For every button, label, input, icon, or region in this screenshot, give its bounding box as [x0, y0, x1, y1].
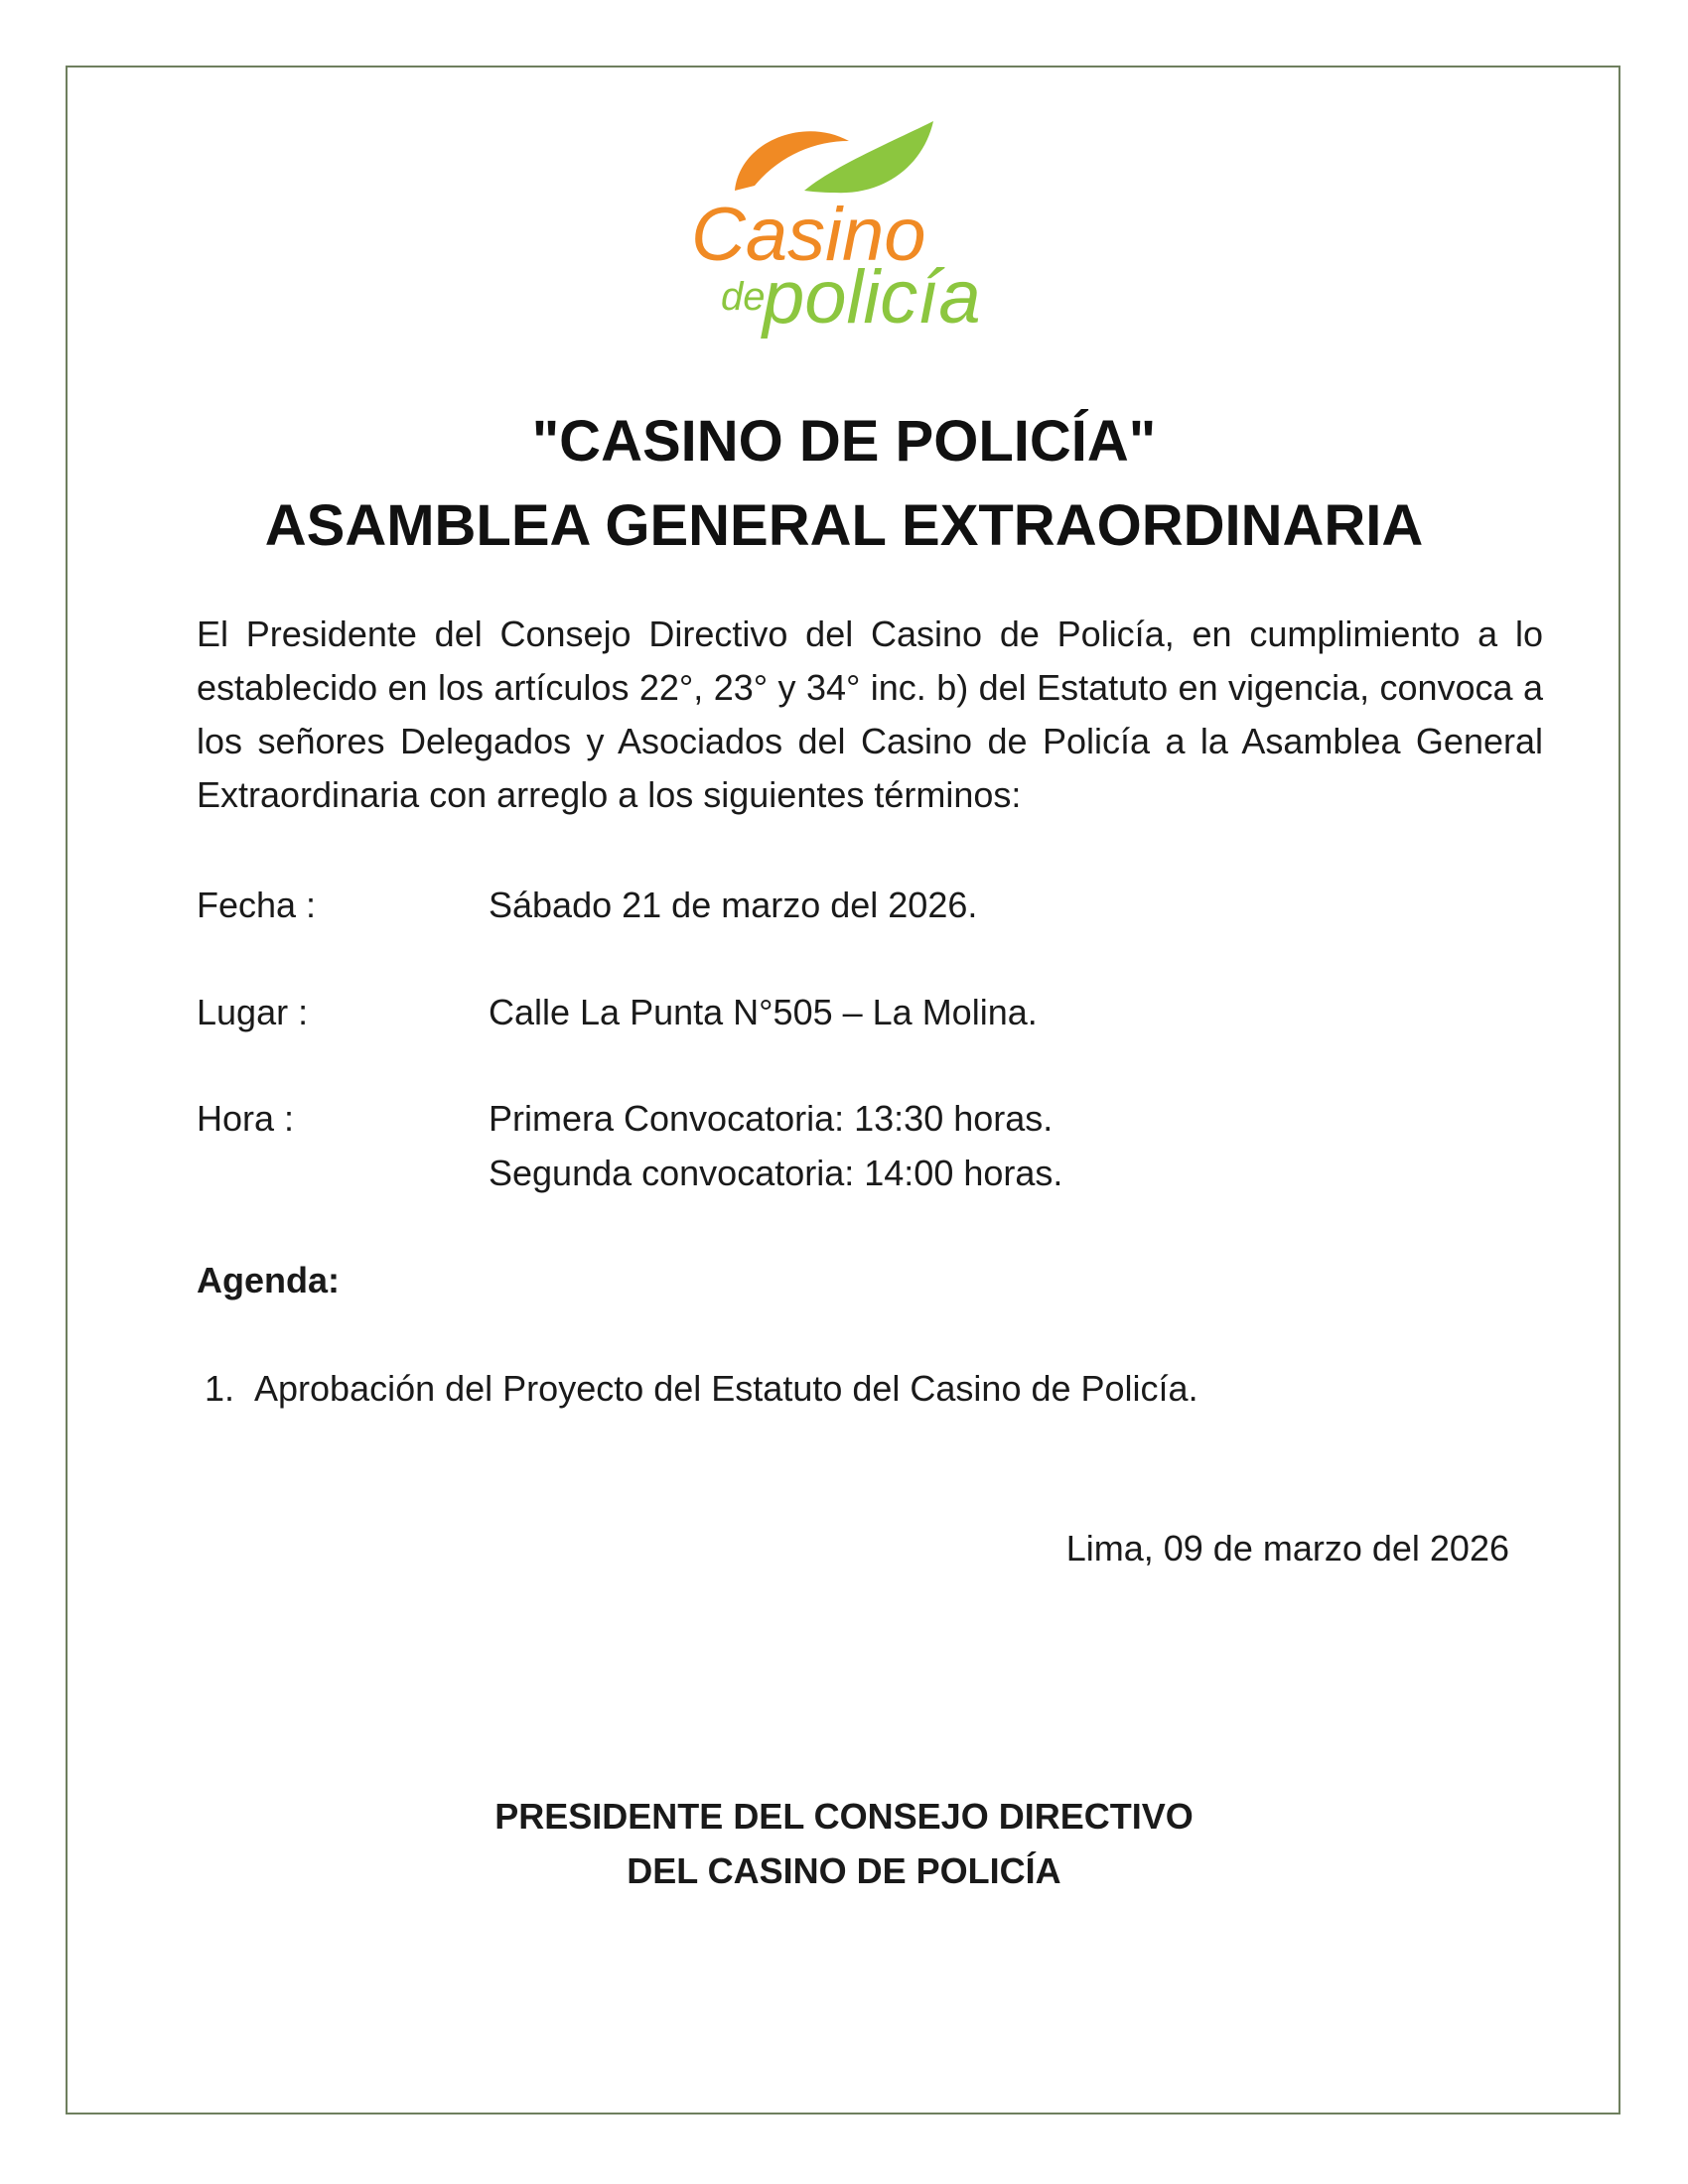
fecha-label: Fecha : [197, 885, 317, 925]
intro-paragraph: El Presidente del Consejo Directivo del Casino de Policía, en cumplimiento a lo establecido en los artículos 22°, 23° y 34° inc. b) del Estatuto en vigencia, convoca a los señores Delegados y Asociados del Casino de Policía a la Asamblea General Extraordinaria con arreglo a los siguientes términos: [197, 614, 1543, 815]
hora-value-segunda: Segunda convocatoria: 14:00 horas. [489, 1153, 1063, 1193]
signature-line-2: DEL CASINO DE POLICÍA [627, 1850, 1061, 1891]
logo-text-casino: Casino [691, 193, 926, 277]
page-subtitle: ASAMBLEA GENERAL EXTRAORDINARIA [264, 493, 1424, 558]
page-title: "CASINO DE POLICÍA" [531, 409, 1157, 474]
hora-value-primera: Primera Convocatoria: 13:30 horas. [489, 1098, 1054, 1139]
logo-text-de: de [721, 275, 766, 319]
logo-text-policia: policía [763, 255, 981, 340]
fecha-value: Sábado 21 de marzo del 2026. [489, 885, 978, 925]
logo-graphic [685, 111, 983, 340]
agenda-heading: Agenda: [197, 1260, 340, 1300]
hora-label: Hora : [197, 1098, 295, 1139]
agenda-item-number: 1. [205, 1368, 235, 1409]
place-and-date: Lima, 09 de marzo del 2026 [1065, 1528, 1509, 1569]
casino-de-policia-logo [685, 111, 983, 340]
lugar-label: Lugar : [197, 992, 309, 1032]
green-leaf-icon [804, 121, 933, 193]
agenda-item-text: Aprobación del Proyecto del Estatuto del Casino de Policía. [254, 1368, 1198, 1409]
signature-line-1: PRESIDENTE DEL CONSEJO DIRECTIVO [494, 1796, 1194, 1837]
lugar-value: Calle La Punta N°505 – La Molina. [489, 992, 1038, 1032]
